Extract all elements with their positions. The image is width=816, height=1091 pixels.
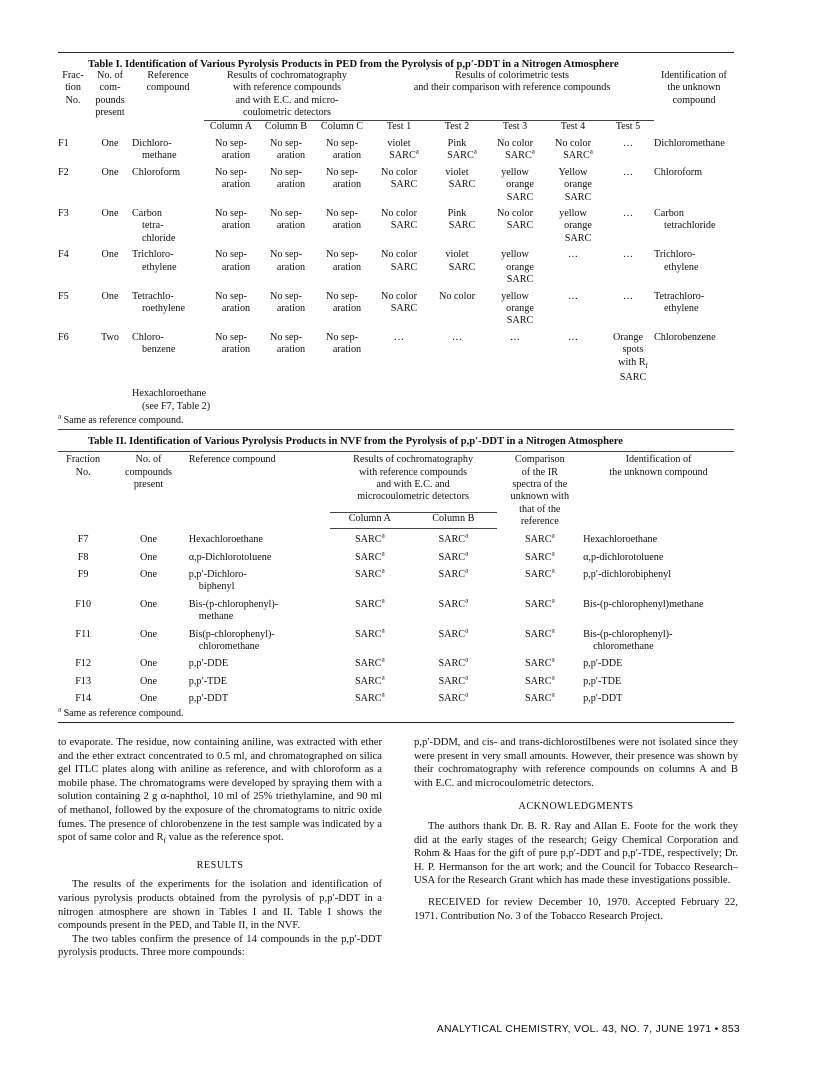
t1-col-header: Test 3	[502, 120, 528, 132]
t1-cell-t3: …	[509, 331, 521, 343]
t1-cell-ref: Carbon tetra- chloride	[132, 208, 176, 244]
t2-cell-id: α,p-dichlorotoluene	[583, 551, 664, 563]
table2-bottom-rule	[58, 722, 734, 723]
t2-cell-ref: p,p′-Dichloro- biphenyl	[188, 568, 247, 593]
t2-cell-f: F12	[75, 658, 92, 670]
t2-cell-f: F14	[75, 693, 92, 705]
t2-cell-n: One	[140, 658, 158, 670]
table2	[58, 454, 734, 705]
t2-cell-ref: p,p′-DDE	[188, 658, 229, 670]
t1-h-cochrom: Results of cochromatography with reference compounds and with E.C. and micro- coulometric detectors	[204, 70, 370, 120]
t1-cell-c: No sep- aration	[326, 138, 362, 162]
t1-cell-t3: yellow orange SARC	[501, 290, 534, 327]
t2-h-fraction: Fraction No.	[66, 454, 101, 478]
t2-cell-ir: SARC$^a$	[524, 549, 555, 563]
t2-cell-b: SARC$^a$	[438, 690, 469, 705]
t1-cell-t4: …	[567, 249, 579, 261]
t1-cell-t2: No color	[439, 290, 475, 302]
t2-h-colA: Column A	[330, 513, 410, 529]
t1-cell-f: F1	[58, 138, 69, 150]
t2-cell-a: SARC$^a$	[354, 596, 385, 610]
t1-cell-b: No sep- aration	[270, 138, 306, 162]
t1-h-colori: Results of colorimetric tests and their comparison with reference compounds	[370, 70, 654, 120]
t1-cell-n: One	[101, 290, 119, 302]
t2-cell-ir: SARC$^a$	[524, 655, 555, 670]
t1-cell-id: Tetrachloro- ethylene	[654, 290, 705, 314]
t2-cell-f: F8	[77, 551, 89, 563]
table1-caption: Table I. Identification of Various Pyrolysis Products in PED from the Pyrolysis of p,p′-DDT in a Nitrogen Atmosphere	[88, 59, 619, 70]
table-row	[58, 547, 734, 564]
t2-cell-b: SARC$^a$	[438, 655, 469, 670]
t2-cell-ref: Bis-(p-chlorophenyl)- methane	[188, 598, 279, 623]
t2-cell-f: F9	[77, 568, 89, 580]
t1-cell-c: No sep- aration	[326, 166, 362, 191]
t2-cell-a: SARC$^a$	[354, 655, 385, 670]
t1-col-header: Test 5	[615, 120, 641, 132]
table-row	[58, 163, 734, 204]
t2-cell-n: One	[140, 568, 158, 580]
t1-col-header: Test 1	[386, 120, 412, 132]
table-row	[58, 134, 734, 163]
t1-cell-f: F3	[58, 208, 69, 220]
t1-cell-t1: violet SARC$^a$	[387, 138, 419, 162]
t1-extra-ref: Hexachloroethane (see F7, Table 2)	[132, 388, 211, 412]
t2-cell-f: F7	[77, 533, 89, 545]
t1-cell-a: No sep- aration	[215, 290, 251, 314]
t2-cell-n: One	[140, 628, 158, 640]
t1-cell-b: No sep- aration	[270, 166, 306, 191]
t2-cell-ref: p,p′-TDE	[188, 675, 227, 687]
t2-cell-f: F10	[75, 598, 92, 610]
t2-cell-n: One	[140, 551, 158, 563]
table-row	[58, 624, 734, 654]
t1-h-pounds: No. of com- pounds present	[95, 70, 125, 119]
t1-cell-n: One	[101, 208, 119, 220]
left-paragraph-2: The results of the experiments for the isolation and identification of various pyrolysis products obtained from the pyrolysis of p,p′-DDT in a nitrogen atmosphere are shown in Tables I and II. Table I shows the compounds present in the PED, and Table II, in the NVF.	[58, 879, 382, 932]
t1-cell-f: F4	[58, 249, 69, 261]
t1-cell-b: No sep- aration	[270, 290, 306, 314]
t1-cell-t4: No color SARC$^a$	[555, 138, 593, 162]
t2-cell-ir: SARC$^a$	[524, 531, 555, 545]
t2-cell-a: SARC$^a$	[354, 566, 385, 580]
t1-cell-n: One	[101, 138, 119, 150]
t2-cell-b: SARC$^a$	[438, 596, 469, 610]
t1-cell-b: No sep- aration	[270, 331, 306, 356]
t2-cell-b: SARC$^a$	[438, 673, 469, 687]
t2-cell-ref: α,p-Dichlorotoluene	[188, 551, 272, 563]
table-row	[58, 653, 734, 670]
table-row	[58, 594, 734, 624]
t2-cell-id: Hexachloroethane	[583, 533, 658, 545]
t1-cell-a: No sep- aration	[215, 138, 251, 162]
t1-h-ident: Identification of the unknown compound	[661, 70, 727, 106]
received-note: RECEIVED for review December 10, 1970. Accepted February 22, 1971. Contribution No. 3 of the Tobacco Research Project.	[414, 896, 738, 922]
t1-cell-ref: Tetrachlo- roethylene	[132, 290, 185, 314]
t1-cell-t1: No color SARC	[381, 290, 418, 314]
t2-cell-f: F11	[75, 628, 91, 640]
t1-cell-f: F2	[58, 166, 69, 178]
t2-h-ident: Identification of the unknown compound	[609, 454, 708, 478]
t1-cell-t5: …	[622, 208, 634, 220]
t2-cell-ir: SARC$^a$	[524, 596, 555, 610]
t1-cell-t5: …	[622, 166, 634, 178]
t1-h-fraction: Frac- tion No.	[62, 70, 84, 106]
t1-cell-c: No sep- aration	[326, 208, 362, 232]
t1-cell-t3: yellow orange SARC	[501, 249, 534, 286]
t1-cell-t4: …	[567, 290, 579, 302]
t1-col-header: Column A	[209, 120, 253, 132]
t1-cell-a: No sep- aration	[215, 331, 251, 356]
t1-cell-id: Carbon tetrachloride	[654, 208, 716, 232]
t1-h-ref: Reference compound	[146, 70, 190, 94]
t1-cell-b: No sep- aration	[270, 208, 306, 232]
t1-cell-f: F6	[58, 331, 69, 343]
t1-cell-id: Chlorobenzene	[654, 331, 716, 343]
t1-cell-t2: violet SARC	[445, 166, 476, 191]
t1-cell-id: Trichloro- ethylene	[654, 249, 699, 273]
results-heading: RESULTS	[196, 859, 244, 871]
table-row	[58, 688, 734, 705]
t1-cell-t3: No color SARC$^a$	[497, 138, 535, 162]
page-footer: ANALYTICAL CHEMISTRY, VOL. 43, NO. 7, JUNE 1971 • 853	[436, 1024, 740, 1035]
left-paragraph-3: The two tables confirm the presence of 14 compounds in the p,p′-DDT pyrolysis products. Three more compounds:	[58, 933, 382, 959]
right-paragraph-2: The authors thank Dr. B. R. Ray and Allan E. Foote for the work they did at the early stages of the research; Geigy Chemical Corporation and Rohm & Haas for the gift of pure p,p′-DDT and p,p′-TDE, respectively; Dr. H. P. Hermanson for the art work; and the Council for Tobacco Research–USA for the Research Grant which has made these investigations possible.	[414, 820, 738, 887]
t1-cell-c: No sep- aration	[326, 331, 362, 356]
t2-cell-id: p,p′-TDE	[583, 675, 622, 687]
table-row	[58, 529, 734, 547]
table2-caption: Table II. Identification of Various Pyrolysis Products in NVF from the Pyrolysis of p,p′-DDT in a Nitrogen Atmosphere	[88, 436, 623, 448]
t2-h-pounds: No. of compounds present	[125, 454, 173, 490]
t2-cell-ir: SARC$^a$	[524, 626, 555, 640]
t2-cell-a: SARC$^a$	[354, 531, 385, 546]
t1-col-header: Test 4	[560, 120, 586, 132]
t2-cell-f: F13	[75, 675, 92, 687]
t2-cell-n: One	[140, 675, 158, 687]
t1-cell-t1: No color SARC	[381, 249, 418, 273]
t2-cell-a: SARC$^a$	[354, 626, 385, 640]
t1-cell-t5: …	[622, 249, 634, 261]
table-row	[58, 204, 734, 245]
t1-cell-t2: …	[451, 331, 463, 343]
t1-cell-t4: …	[567, 331, 579, 343]
t1-cell-n: One	[101, 249, 119, 261]
t2-cell-b: SARC$^a$	[438, 566, 469, 580]
t1-col-header: Test 2	[444, 120, 470, 132]
t2-cell-ir: SARC$^a$	[524, 673, 555, 687]
t1-cell-ref: Dichloro- methane	[132, 138, 177, 162]
t1-cell-t2: Pink SARC$^a$	[447, 138, 477, 162]
t1-cell-f: F5	[58, 290, 69, 302]
t1-cell-id: Dichloromethane	[654, 138, 725, 150]
t2-cell-a: SARC$^a$	[354, 690, 385, 705]
t2-cell-b: SARC$^a$	[438, 549, 469, 563]
table2-footnote: $^a$ Same as reference compound.	[58, 705, 184, 719]
t1-cell-t5: …	[622, 290, 634, 302]
t1-cell-a: No sep- aration	[215, 166, 251, 191]
table-row	[58, 245, 734, 286]
t1-cell-b: No sep- aration	[270, 249, 306, 273]
t2-cell-n: One	[140, 693, 158, 705]
t2-cell-ref: Hexachloroethane	[188, 533, 263, 545]
acknowledgments-heading: ACKNOWLEDGMENTS	[518, 801, 634, 813]
t2-cell-id: Bis-(p-chlorophenyl)methane	[583, 598, 704, 610]
left-column	[58, 736, 382, 960]
tables-area	[58, 52, 734, 723]
t2-cell-id: Bis-(p-chlorophenyl)- chloromethane	[583, 628, 673, 652]
right-column	[414, 736, 738, 923]
t1-cell-t1: No color SARC	[381, 166, 418, 191]
t1-cell-c: No sep- aration	[326, 290, 362, 314]
t2-cell-ir: SARC$^a$	[524, 690, 555, 705]
table-row	[58, 671, 734, 688]
t2-h-ir: Comparison of the IR spectra of the unknown with that of the reference	[510, 454, 570, 528]
table-row	[58, 328, 734, 385]
t1-cell-c: No sep- aration	[326, 249, 362, 273]
t1-cell-ref: Chloroform	[132, 166, 181, 178]
t2-cell-a: SARC$^a$	[354, 549, 385, 563]
t2-cell-ref: Bis(p-chlorophenyl)- chloromethane	[188, 628, 275, 652]
t1-cell-id: Chloroform	[654, 166, 703, 178]
t1-cell-t4: Yellow orange SARC	[558, 166, 592, 203]
t1-cell-t5: …	[622, 138, 634, 150]
right-paragraph-1: p,p′-DDM, and cis- and trans-dichlorostilbenes were not isolated since they were present in very small amounts. However, their presence was shown by their cochromatography with reference compounds on columns A and B with E.C. and microcoulometric detectors.	[414, 737, 738, 789]
t2-cell-id: p,p′-DDE	[583, 658, 623, 670]
t1-cell-t4: yellow orange SARC	[559, 208, 592, 244]
left-paragraph-1: to evaporate. The residue, now containing aniline, was extracted with ether and the ether extract concentrated to 0.5 ml, and chromatographed on silica gel ITLC plates along with aniline as reference, and with chloroform as a mobile phase. The chromatograms were developed by spraying them with a solution containing 2 g α-naphthol, 10 ml of 25% triethylamine, and 90 ml of methanol, followed by the exposure of the chromatograms to nitric oxide fumes. The presence of chlorobenzene in the test sample was indicated by a spot of same color and $R_f$ value as the reference spot.	[58, 737, 382, 846]
table1-footnote: $^a$ Same as reference compound.	[58, 412, 184, 427]
t1-cell-ref: Trichloro- ethylene	[132, 249, 177, 273]
t2-cell-n: One	[140, 598, 158, 610]
t2-cell-b: SARC$^a$	[438, 531, 469, 546]
t2-cell-n: One	[140, 533, 158, 545]
t2-cell-ref: p,p′-DDT	[188, 693, 229, 705]
t1-cell-t2: Pink SARC	[447, 208, 476, 232]
table1	[58, 70, 734, 413]
t2-h-ref: Reference compound	[188, 454, 276, 466]
t1-cell-n: One	[101, 166, 119, 178]
t1-cell-a: No sep- aration	[215, 249, 251, 273]
t1-cell-t2: violet SARC	[445, 249, 476, 273]
t2-h-cochrom: Results of cochromatography with reference compounds and with E.C. and microcoulometric detectors	[330, 454, 497, 513]
t1-cell-ref: Chloro- benzene	[132, 331, 176, 356]
t1-cell-t1: No color SARC	[381, 208, 418, 232]
t2-cell-b: SARC$^a$	[438, 626, 469, 640]
t2-h-colB: Column B	[410, 513, 497, 529]
t1-cell-t5: Orange spots with $R_f$ SARC	[613, 331, 648, 383]
t2-cell-a: SARC$^a$	[354, 673, 385, 687]
t1-cell-t1: …	[393, 331, 405, 343]
t1-cell-a: No sep- aration	[215, 208, 251, 232]
t2-cell-ir: SARC$^a$	[524, 566, 555, 580]
t1-col-header: Column C	[320, 120, 364, 132]
table-row	[58, 287, 734, 328]
t2-cell-id: p,p′-dichlorobiphenyl	[583, 568, 672, 580]
t1-cell-t3: No color SARC	[497, 208, 534, 232]
t1-cell-n: Two	[101, 331, 119, 343]
table-row	[58, 564, 734, 594]
t1-cell-t3: yellow orange SARC	[501, 166, 534, 203]
table2-top-rule	[58, 451, 734, 452]
t2-cell-id: p,p′-DDT	[583, 693, 623, 705]
t1-col-header: Column B	[264, 120, 308, 132]
